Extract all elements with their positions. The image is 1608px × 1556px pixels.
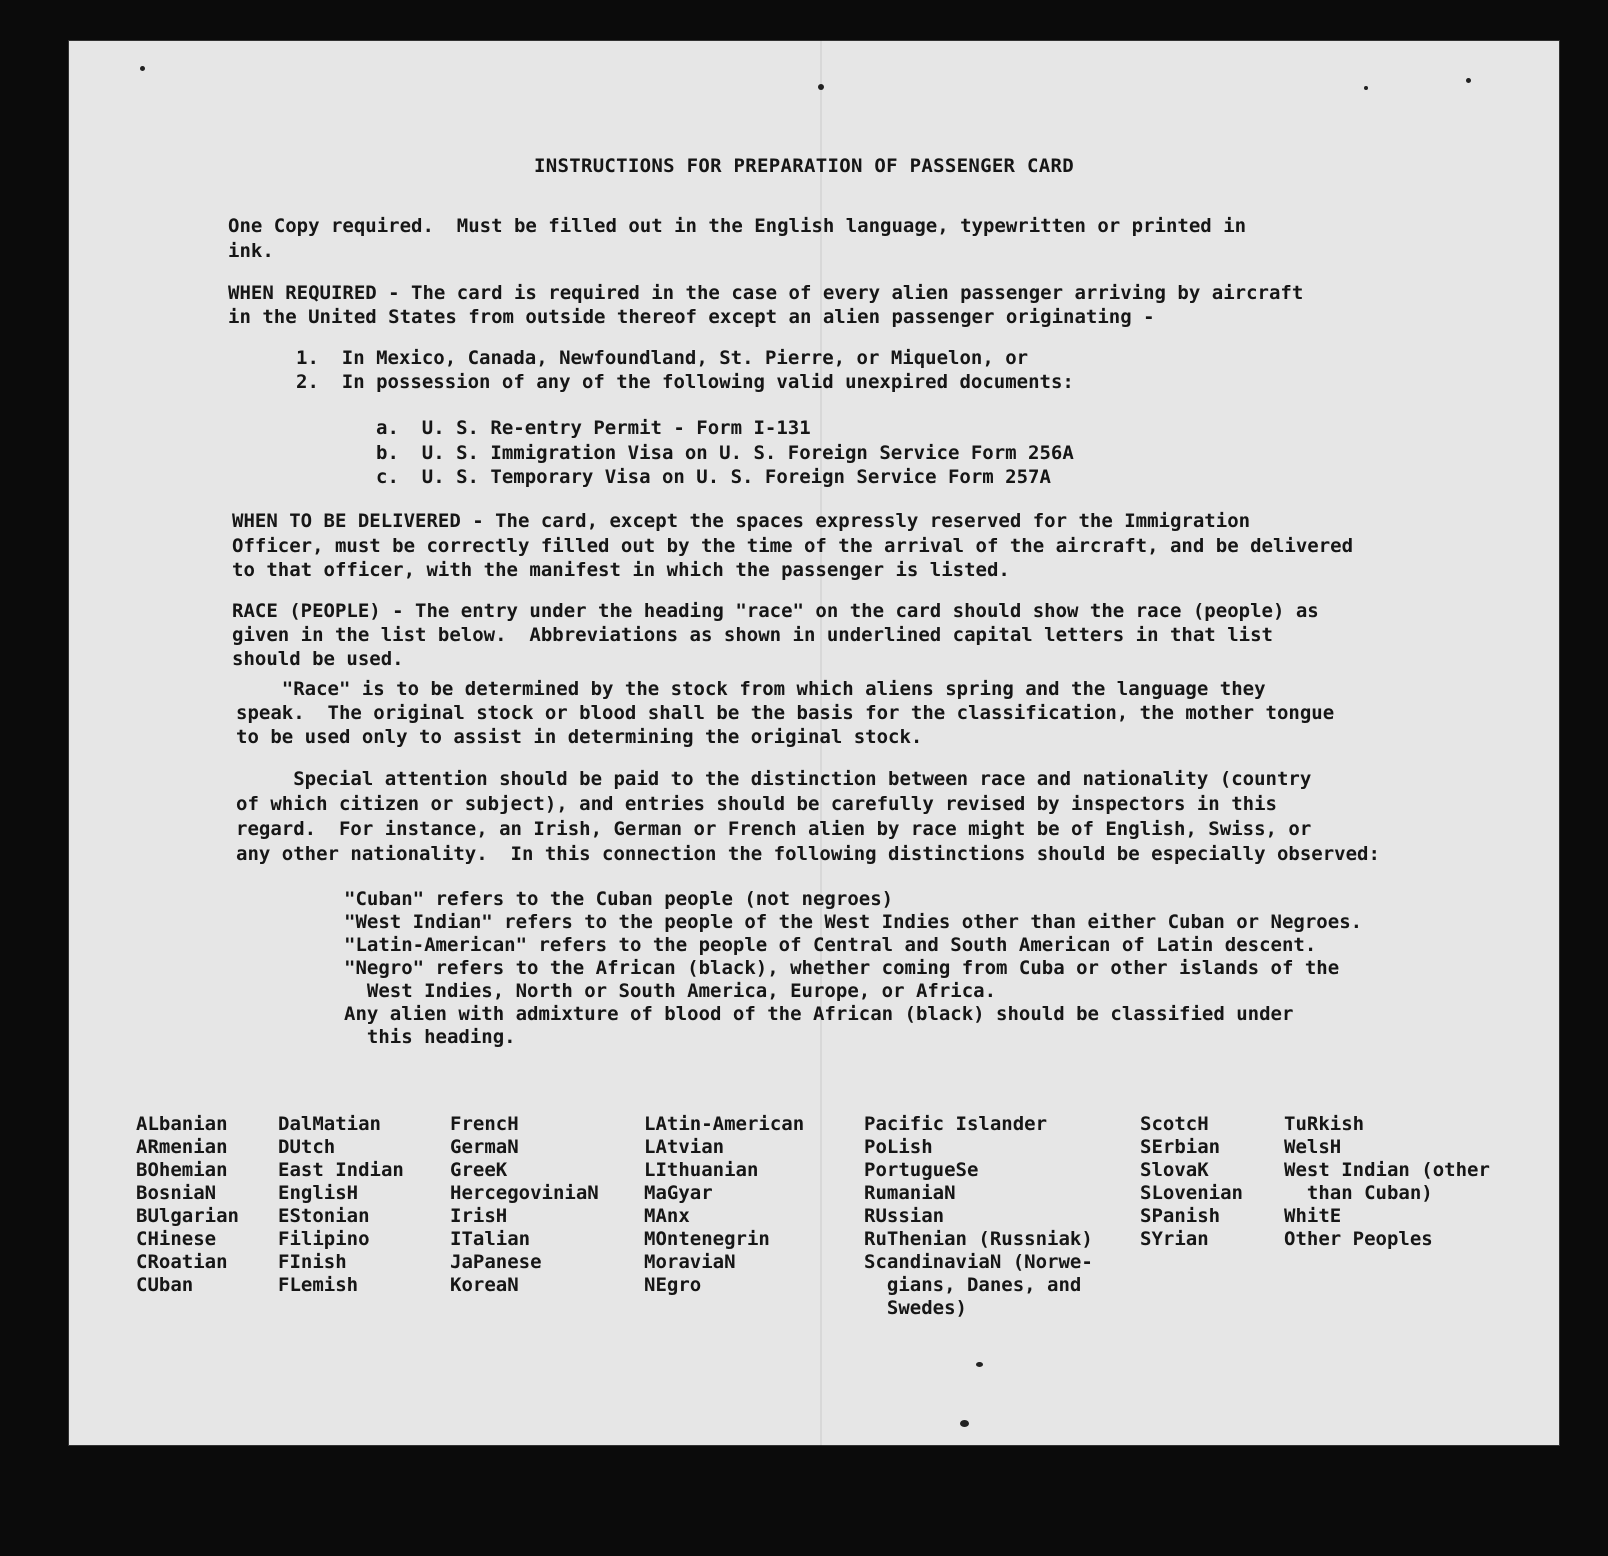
race-item: EnglisH [278,1182,359,1204]
race-item: CRoatian [136,1251,228,1273]
race-item: DalMatian [278,1113,381,1135]
race-item: IrisH [450,1205,508,1227]
race-item: MoraviaN [644,1251,736,1273]
race-item: NEgro [644,1274,702,1296]
race-item: GreeK [450,1159,508,1181]
race-item: Other Peoples [1284,1228,1433,1250]
race-list-column-4 [644,1113,804,1297]
distinction-line-7: this heading. [344,1026,516,1048]
race-item: RuThenian (Russniak) [864,1228,1093,1250]
race-determined-line-1: "Race" is to be determined by the stock from which aliens spring and the language they [236,678,1266,700]
race-item: ScotcH [1140,1113,1209,1135]
special-attention-line-3: regard. For instance, an Irish, German or French alien by race might be of English, Swiss, or [236,818,1312,840]
race-item: ScandinaviaN (Norwe- [864,1251,1093,1273]
special-attention-line-2: of which citizen or subject), and entries should be carefully revised by inspectors in this [236,793,1277,815]
document-title: INSTRUCTIONS FOR PREPARATION OF PASSENGER CARD [534,155,1074,177]
distinction-line-2: "West Indian" refers to the people of the West Indies other than either Cuban or Negroes. [344,911,1363,933]
race-list-column-2 [278,1113,404,1297]
race-item: BosniaN [136,1182,217,1204]
race-people-line-3: should be used. [232,648,404,670]
race-item: RumaniaN [864,1182,956,1204]
document-item-a: a. U. S. Re-entry Permit - Form I-131 [376,417,811,439]
when-delivered-line-3: to that officer, with the manifest in which the passenger is listed. [232,559,1010,581]
scan-speck [140,66,145,71]
race-item: MaGyar [644,1182,713,1204]
race-item: than Cuban) [1284,1182,1433,1204]
race-item: KoreaN [450,1274,519,1296]
race-item: HercegoviniaN [450,1182,599,1204]
copy-required-line-1: One Copy required. Must be filled out in the English language, typewritten or printed in [228,215,1247,237]
race-item: PoLish [864,1136,933,1158]
scan-speck [960,1420,969,1427]
race-item: FrencH [450,1113,519,1135]
when-delivered-line-1: WHEN TO BE DELIVERED - The card, except the spaces expressly reserved for the Immigration [232,510,1251,532]
race-item: RUssian [864,1205,945,1227]
race-item: ARmenian [136,1136,228,1158]
race-item: East Indian [278,1159,404,1181]
race-item: SlovaK [1140,1159,1209,1181]
scan-speck [976,1362,983,1367]
scan-speck [1466,78,1471,83]
race-item: Swedes) [864,1297,967,1319]
race-people-line-2: given in the list below. Abbreviations as shown in underlined capital letters in that list [232,624,1273,646]
race-item: LAtvian [644,1136,725,1158]
exception-item-2: 2. In possession of any of the following valid unexpired documents: [296,371,1074,393]
document-item-b: b. U. S. Immigration Visa on U. S. Foreign Service Form 256A [376,442,1074,464]
race-item: BOhemian [136,1159,228,1181]
race-item: West Indian (other [1284,1159,1490,1181]
when-delivered-line-2: Officer, must be correctly filled out by the time of the arrival of the aircraft, and be delivered [232,535,1354,557]
race-item: MOntenegrin [644,1228,770,1250]
scan-speck [1364,86,1368,90]
race-item: SErbian [1140,1136,1221,1158]
distinction-line-3: "Latin-American" refers to the people of Central and South American of Latin descent. [344,934,1317,956]
when-required-line-2: in the United States from outside thereof except an alien passenger originating - [228,306,1155,328]
race-list-column-3 [450,1113,599,1297]
special-attention-line-4: any other nationality. In this connection the following distinctions should be especially observed: [236,843,1380,865]
race-determined-line-2: speak. The original stock or blood shall be the basis for the classification, the mother tongue [236,702,1335,724]
exception-item-1: 1. In Mexico, Canada, Newfoundland, St. Pierre, or Miquelon, or [296,347,1029,369]
distinction-line-6: Any alien with admixture of blood of the African (black) should be classified under [344,1003,1294,1025]
distinction-line-5: West Indies, North or South America, Europe, or Africa. [344,980,997,1002]
race-item: ALbanian [136,1113,228,1135]
race-item: CUban [136,1274,194,1296]
special-attention-line-1: Special attention should be paid to the distinction between race and nationality (country [236,768,1312,790]
race-item: SPanish [1140,1205,1221,1227]
race-item: FInish [278,1251,347,1273]
race-item: WelsH [1284,1136,1342,1158]
document-item-c: c. U. S. Temporary Visa on U. S. Foreign Service Form 257A [376,466,1051,488]
race-item: BUlgarian [136,1205,239,1227]
race-item: WhitE [1284,1205,1342,1227]
race-item: Filipino [278,1228,370,1250]
race-item: EStonian [278,1205,370,1227]
race-item: PortugueSe [864,1159,979,1181]
race-item: JaPanese [450,1251,542,1273]
race-item: TuRkish [1284,1113,1365,1135]
race-list-column-1 [136,1113,239,1297]
race-item: DUtch [278,1136,336,1158]
race-item: MAnx [644,1205,690,1227]
when-required-line-1: WHEN REQUIRED - The card is required in the case of every alien passenger arriving by aircraft [228,282,1304,304]
race-item: FLemish [278,1274,359,1296]
race-item: Pacific Islander [864,1113,1048,1135]
race-item: LAtin-American [644,1113,805,1135]
race-determined-line-3: to be used only to assist in determining the original stock. [236,726,923,748]
race-item: CHinese [136,1228,217,1250]
scan-speck [818,84,824,90]
race-list-column-5 [864,1113,1093,1320]
race-item: gians, Danes, and [864,1274,1082,1296]
race-list-column-6 [1140,1113,1243,1251]
race-list-column-7 [1284,1113,1490,1251]
race-people-line-1: RACE (PEOPLE) - The entry under the heading "race" on the card should show the race (people) as [232,600,1319,622]
race-item: SLovenian [1140,1182,1243,1204]
race-item: ITalian [450,1228,531,1250]
distinction-line-4: "Negro" refers to the African (black), whether coming from Cuba or other islands of the [344,957,1340,979]
race-item: SYrian [1140,1228,1209,1250]
race-item: GermaN [450,1136,519,1158]
distinction-line-1: "Cuban" refers to the Cuban people (not negroes) [344,888,894,910]
race-item: LIthuanian [644,1159,759,1181]
copy-required-line-2: ink. [228,240,274,262]
